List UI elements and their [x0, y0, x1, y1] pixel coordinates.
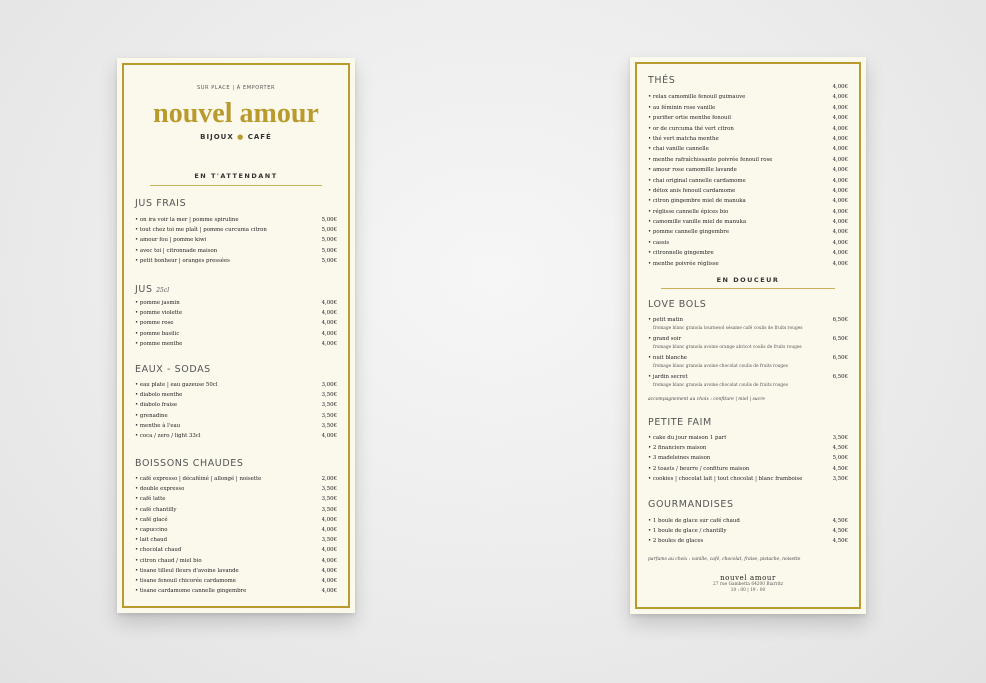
menu-item: • cake du jour maison 1 part 3,50€	[648, 435, 848, 441]
footer-hours: 10 : 00 | 19 : 00	[730, 588, 766, 593]
menu-item: • café latte 3,50€	[135, 496, 337, 503]
menu-item: • tisane tilleul fleurs d'avoine lavande 4,00€	[135, 567, 337, 574]
menu-item: • petit bonheur | oranges pressées 5,00€	[135, 257, 337, 264]
menu-item: • au féminin rose vanille 4,00€	[648, 104, 848, 111]
menu-card-drinks	[117, 58, 355, 613]
menu-item: • capuccino 4,00€	[135, 526, 337, 533]
menu-item: • coca / zero / light 33cl 4,00€	[135, 432, 337, 439]
menu-item: • menthe rafraîchissante poivrée fenouil rose 4,00€	[648, 156, 848, 163]
category-title: THÉS	[648, 75, 676, 86]
menu-item: • citron chaud / miel bio 4,00€	[135, 557, 337, 564]
menu-item: • grand soir 6,50€ fromage blanc granola avoine orange abricot coulis de fruits rouges	[648, 336, 848, 350]
menu-item: • menthe poivrée réglisse 4,00€	[648, 260, 848, 267]
footer	[645, 574, 851, 594]
menu-item: • tisane fenouil chicorée cardamome 4,00€	[135, 577, 337, 584]
gourmandises-note: parfums au choix : vanille, café, chocolat, fraise, pistache, noisette	[648, 557, 801, 562]
menu-item: • pomme jasmin 4,00€	[135, 300, 337, 306]
menu-item: • amour rose camomille lavande 4,00€	[648, 167, 848, 174]
menu-item: • tout chez toi me plaît | pomme curcuma citron 5,00€	[135, 227, 337, 234]
menu-item: • eau plate | eau gazeuse 50cl 3,00€	[135, 382, 337, 388]
section-en-douceur: EN DOUCEUR	[716, 276, 780, 284]
menu-item: • 1 boule de glace / chantilly 4,50€	[648, 528, 848, 535]
menu-item: • 2 financiers maison 4,50€	[648, 445, 848, 452]
category-list	[135, 215, 337, 266]
category-list	[648, 82, 848, 269]
menu-item: • 3 madeleines maison 5,00€	[648, 455, 848, 462]
menu-item: • petit matin 6,50€ fromage blanc granola tournesol sésame café coulis de fruits rouges	[648, 317, 848, 331]
menu-item: • nuit blanche 6,50€ fromage blanc granola avoine chocolat coulis de fruits rouges	[648, 355, 848, 369]
category-title: EAUX - SODAS	[135, 364, 211, 375]
menu-item: • pomme menthe 4,00€	[135, 340, 337, 347]
menu-item: • jardin secret 6,50€ fromage blanc granola avoine chocolat coulis de fruits rouges	[648, 374, 848, 388]
category-title: JUS FRAIS	[135, 198, 187, 209]
menu-item: • café glacé 4,00€	[135, 516, 337, 523]
brand-name: nouvel amour	[153, 98, 319, 129]
menu-item: • double expresso 3,50€	[135, 486, 337, 493]
menu-item: • on ira voir la mer | pomme spiruline 5,00€	[135, 217, 337, 223]
category-title: PETITE FAIM	[648, 417, 712, 428]
service-options: SUR PLACE | À EMPORTER	[196, 85, 276, 91]
menu-item: • lait chaud 3,50€	[135, 537, 337, 544]
menu-item: • thé vert matcha menthe 4,00€	[648, 135, 848, 142]
menu-item: • réglisse cannelle épices bio 4,00€	[648, 208, 848, 215]
menu-item: • 1 boule de glace sur café chaud 4,50€	[648, 518, 848, 524]
footer-brand: nouvel amour	[720, 574, 776, 582]
category-list	[135, 298, 337, 349]
menu-item: • menthe à l'eau 3,50€	[135, 422, 337, 429]
menu-item: • café expresso | décaféiné | allongé | noisette 2,00€	[135, 476, 337, 482]
menu-item: • citronnelle gingembre 4,00€	[648, 250, 848, 257]
category-list	[648, 433, 848, 484]
menu-item: • chai vanille cannelle 4,00€	[648, 146, 848, 153]
category-list	[648, 516, 848, 547]
category-title: LOVE BOLS	[648, 299, 707, 310]
brand-subtitle	[132, 133, 340, 141]
menu-item: • relax camomille fenouil guimauve 4,00€	[648, 94, 848, 101]
menu-item: • camomille vanille miel de manuka 4,00€	[648, 219, 848, 226]
menu-item: • or de curcuma thé vert citron 4,00€	[648, 125, 848, 132]
menu-item: • citron gingembre miel de manuka 4,00€	[648, 198, 848, 205]
menu-item: • 2 toasts / beurre / confiture maison 4,50€	[648, 465, 848, 472]
menu-item: 4,00€	[832, 84, 848, 90]
menu-card-teas-sweets	[630, 57, 866, 614]
menu-item: • chai original cannelle cardamome 4,00€	[648, 177, 848, 184]
section-rule	[150, 185, 322, 186]
category-title: GOURMANDISES	[648, 499, 734, 510]
section-rule	[661, 288, 835, 289]
section-en-tattendant: EN T'ATTENDANT	[194, 172, 278, 180]
menu-item: • chocolat chaud 4,00€	[135, 547, 337, 554]
menu-item: • grenadine 3,50€	[135, 412, 337, 419]
menu-item: • détox anis fenouil cardamome 4,00€	[648, 187, 848, 194]
menu-item: • pomme cannelle gingembre 4,00€	[648, 229, 848, 236]
brand-sub-bijoux: BIJOUX	[200, 133, 234, 141]
brand-sub-cafe: CAFÉ	[247, 133, 272, 141]
footer-address: 27 rue Gambetta 64200 Biarritz	[713, 582, 783, 587]
category-title: BOISSONS CHAUDES	[135, 458, 244, 469]
menu-item: • pomme basilic 4,00€	[135, 330, 337, 337]
menu-item: • diabolo menthe 3,50€	[135, 392, 337, 399]
menu-item: • avec toi | citronnade maison 5,00€	[135, 247, 337, 254]
category-list	[135, 474, 337, 596]
menu-item: • cassis 4,00€	[648, 239, 848, 246]
menu-item: • purifier ortie menthe fenouil 4,00€	[648, 115, 848, 122]
menu-item: • tisane cardamome cannelle gingembre 4,00€	[135, 588, 337, 595]
menu-item: • 2 boules de glaces 4,50€	[648, 538, 848, 545]
menu-item: • pomme violette 4,00€	[135, 310, 337, 317]
menu-item: • cookies | chocolat lait | tout chocolat | blanc framboise 3,50€	[648, 475, 848, 482]
category-title: JUS 25cl	[135, 284, 170, 295]
love-bols-note: accompagnement au choix : confiture | miel | sucre	[648, 397, 766, 402]
category-list	[135, 380, 337, 441]
menu-item: • café chantilly 3,50€	[135, 506, 337, 513]
category-list	[648, 316, 848, 392]
gold-dot-icon: ●	[237, 133, 245, 141]
menu-item: • diabolo fraise 3,50€	[135, 402, 337, 409]
menu-item: • pomme rose 4,00€	[135, 320, 337, 327]
menu-item: • amour fou | pomme kiwi 5,00€	[135, 237, 337, 244]
